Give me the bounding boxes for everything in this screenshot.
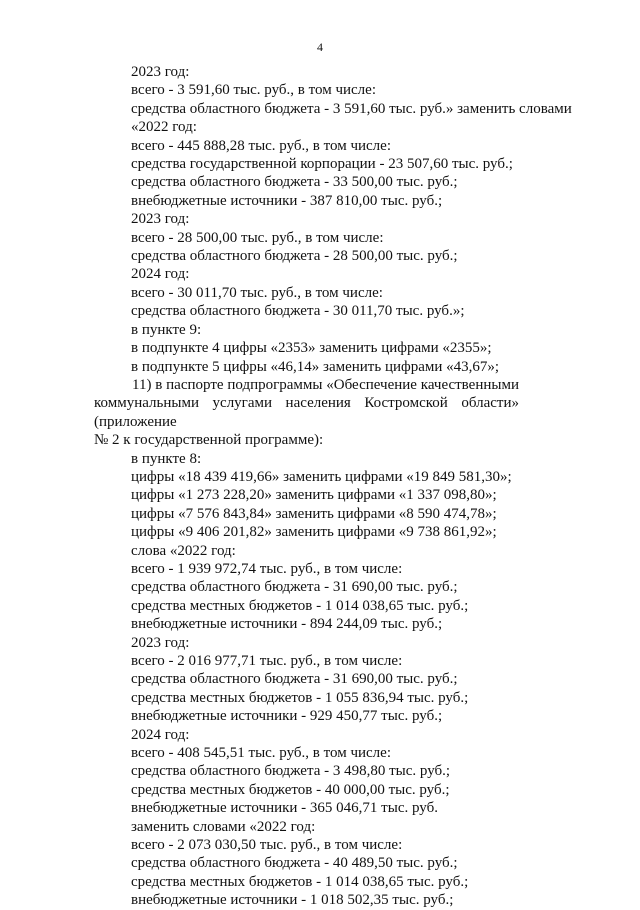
- text-line: средства областного бюджета - 28 500,00 тыс. руб.;: [131, 248, 458, 265]
- text-line: в пункте 9:: [131, 321, 202, 338]
- text-line: слова «2022 год:: [131, 542, 236, 559]
- text-line: средства государственной корпорации - 23 507,60 тыс. руб.;: [131, 156, 513, 173]
- paragraph-11-line-2: коммунальными услугами населения Костромской области» (приложение: [94, 395, 519, 430]
- text-line: 2023 год:: [131, 211, 190, 228]
- text-line: всего - 445 888,28 тыс. руб., в том числе:: [131, 137, 391, 154]
- text-line: цифры «9 406 201,82» заменить цифрами «9 738 861,92»;: [131, 524, 497, 541]
- text-line: средства местных бюджетов - 40 000,00 тыс. руб.;: [131, 781, 450, 798]
- text-line: средства местных бюджетов - 1 014 038,65 тыс. руб.;: [131, 597, 469, 614]
- text-line: внебюджетные источники - 929 450,77 тыс. руб.;: [131, 708, 443, 725]
- text-line: средства областного бюджета - 31 690,00 тыс. руб.;: [131, 671, 458, 688]
- text-line: средства местных бюджетов - 1 014 038,65 тыс. руб.;: [131, 873, 469, 890]
- text-line: средства областного бюджета - 3 498,80 тыс. руб.;: [131, 763, 451, 780]
- text-line: средства областного бюджета - 31 690,00 тыс. руб.;: [131, 579, 458, 596]
- text-line: заменить словами «2022 год:: [131, 818, 316, 835]
- text-line: средства областного бюджета - 30 011,70 тыс. руб.»;: [131, 303, 465, 320]
- text-line: «2022 год:: [131, 119, 197, 136]
- amendment-block-1: [117, 63, 572, 376]
- text-line: 2024 год:: [131, 726, 190, 743]
- text-line: в подпункте 5 цифры «46,14» заменить цифрами «43,67»;: [131, 358, 500, 375]
- text-line: 2024 год:: [131, 266, 190, 283]
- paragraph-11-line-1: 11) в паспорте подпрограммы «Обеспечение качественными: [132, 376, 519, 393]
- text-line: всего - 28 500,00 тыс. руб., в том числе:: [131, 229, 384, 246]
- text-line: цифры «7 576 843,84» заменить цифрами «8 590 474,78»;: [131, 505, 497, 522]
- text-line: цифры «1 273 228,20» заменить цифрами «1 337 098,80»;: [131, 487, 497, 504]
- amendment-block-2: [117, 450, 519, 910]
- text-line: 2023 год:: [131, 634, 190, 651]
- text-line: всего - 2 073 030,50 тыс. руб., в том числе:: [131, 837, 403, 854]
- text-line: в пункте 8:: [131, 450, 202, 467]
- text-line: средства областного бюджета - 3 591,60 тыс. руб.» заменить словами: [131, 100, 572, 117]
- text-line: средства областного бюджета - 40 489,50 тыс. руб.;: [131, 855, 458, 872]
- text-line: внебюджетные источники - 1 018 502,35 тыс. руб.;: [131, 892, 454, 909]
- text-line: внебюджетные источники - 894 244,09 тыс. руб.;: [131, 616, 443, 633]
- text-line: всего - 408 545,51 тыс. руб., в том числе:: [131, 745, 391, 762]
- text-line: всего - 3 591,60 тыс. руб., в том числе:: [131, 82, 376, 99]
- text-line: средства областного бюджета - 33 500,00 тыс. руб.;: [131, 174, 458, 191]
- text-line: средства местных бюджетов - 1 055 836,94 тыс. руб.;: [131, 689, 469, 706]
- text-line: внебюджетные источники - 365 046,71 тыс. руб.: [131, 800, 438, 817]
- text-line: внебюджетные источники - 387 810,00 тыс. руб.;: [131, 192, 443, 209]
- text-line: в подпункте 4 цифры «2353» заменить цифрами «2355»;: [131, 340, 492, 357]
- text-line: всего - 1 939 972,74 тыс. руб., в том числе:: [131, 560, 403, 577]
- paragraph-11-line-3: № 2 к государственной программе):: [94, 432, 324, 449]
- text-line: всего - 2 016 977,71 тыс. руб., в том числе:: [131, 653, 403, 669]
- document-body: [94, 63, 572, 910]
- text-line: всего - 30 011,70 тыс. руб., в том числе:: [131, 284, 383, 301]
- text-line: цифры «18 439 419,66» заменить цифрами «19 849 581,30»;: [131, 468, 512, 485]
- page-number: 4: [317, 40, 323, 54]
- text-line: 2023 год:: [131, 64, 190, 80]
